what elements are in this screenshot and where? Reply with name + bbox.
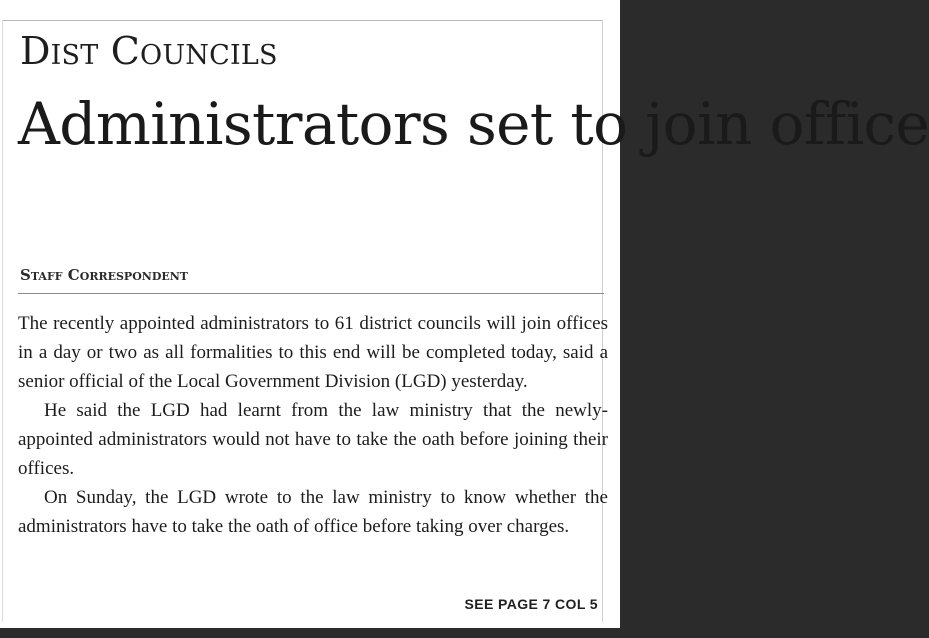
paragraph: On Sunday, the LGD wrote to the law ministry to know whether the administrators have to take the oath of office before taking over charges. <box>18 487 608 537</box>
top-border-rule <box>3 20 603 21</box>
left-border-rule <box>2 20 3 622</box>
article-body <box>18 309 608 541</box>
headline: Administrators set to join office <box>18 90 929 158</box>
kicker: Dist Councils <box>20 29 278 73</box>
paragraph: He said the LGD had learnt from the law ministry that the newly-appointed administrators would not have to take the oath before joining their offices. <box>18 400 608 479</box>
byline: Staff Correspondent <box>20 266 188 284</box>
background-shadow <box>0 628 624 638</box>
continuation-note: SEE PAGE 7 COL 5 <box>464 596 598 612</box>
paragraph: The recently appointed administrators to 61 district councils will join offices in a day or two as all formalities to this end will be completed today, said a senior official of the Local Government Division (LGD) yesterday. <box>18 313 608 392</box>
byline-divider <box>18 293 604 294</box>
